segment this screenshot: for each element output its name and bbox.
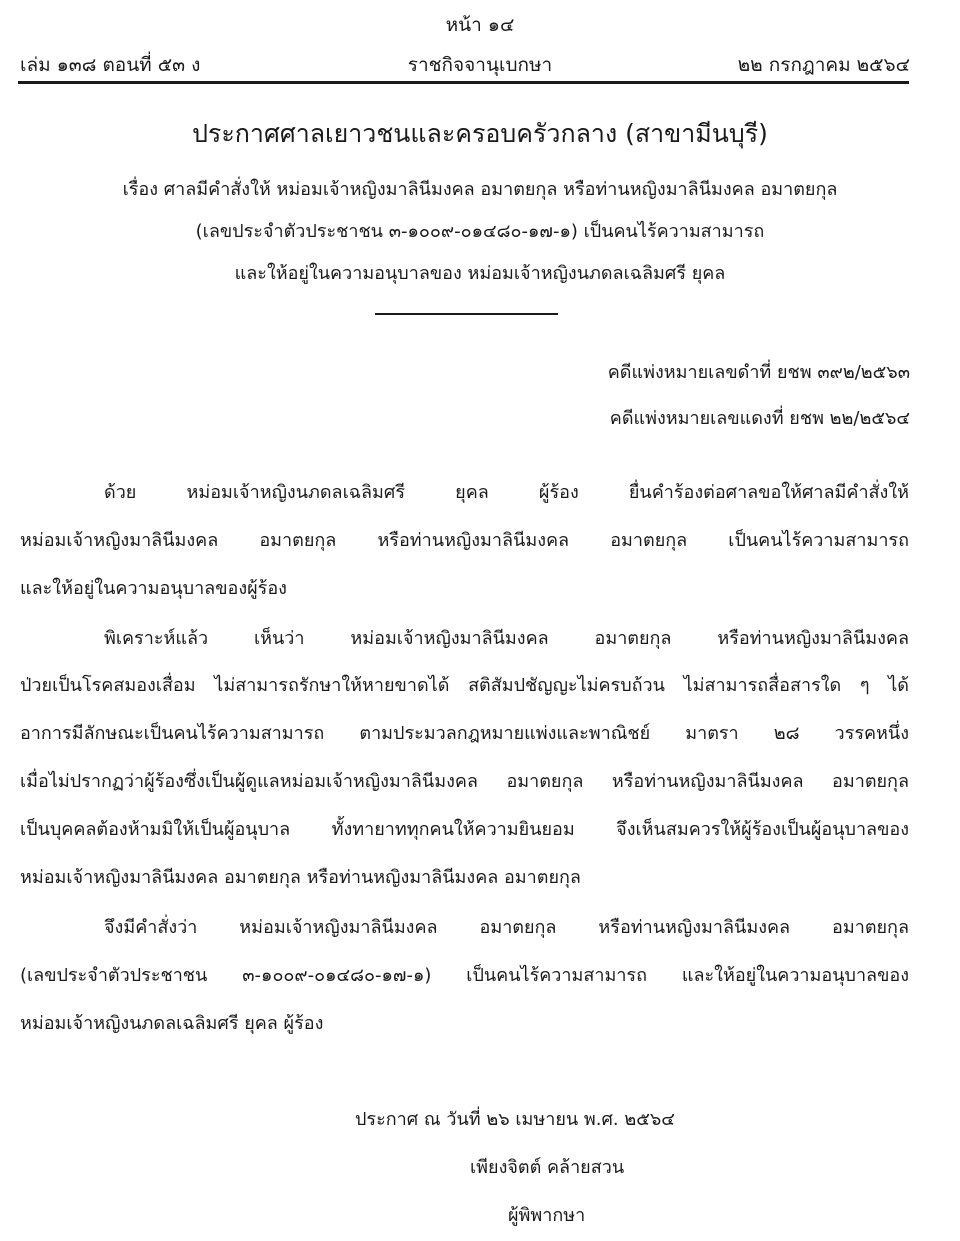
signer-name: เพียงจิตต์ คล้ายสวน [470,1157,625,1178]
paragraph-3-line-3: หม่อมเจ้าหญิงนภดลเฉลิมศรี ยุคล ผู้ร้อง [20,1013,324,1034]
paragraph-1-line-3: และให้อยู่ในความอนุบาลของผู้ร้อง [20,578,287,599]
signer-position: ผู้พิพากษา [508,1205,586,1226]
page-number: หน้า ๑๔ [445,14,515,36]
announcement-title: ประกาศศาลเยาวชนและครอบครัวกลาง (สาขามีนบุรี) [192,119,768,148]
paragraph-2-line-1: พิเคราะห์แล้ว เห็นว่า หม่อมเจ้าหญิงมาลินีมงคล อมาตยกุล หรือท่านหญิงมาลินีมงคล [104,628,909,649]
paragraph-2-line-4: เมื่อไม่ปรากฏว่าผู้ร้องซึ่งเป็นผู้ดูแลหม่อมเจ้าหญิงมาลินีมงคล อมาตยกุล หรือท่านหญิงมาลินีมงคล อมาตยกุล [20,771,909,792]
gazette-name: ราชกิจจานุเบกษา [407,54,553,76]
subject-line-3: และให้อยู่ในความอนุบาลของ หม่อมเจ้าหญิงนภดลเฉลิมศรี ยุคล [234,263,726,284]
paragraph-3-line-1: จึงมีคำสั่งว่า หม่อมเจ้าหญิงมาลินีมงคล อมาตยกุล หรือท่านหญิงมาลินีมงคล อมาตยกุล [104,917,909,938]
paragraph-1-line-1: ด้วย หม่อมเจ้าหญิงนภดลเฉลิมศรี ยุคล ผู้ร้อง ยื่นคำร้องต่อศาลขอให้ศาลมีคำสั่งให้ [104,482,909,503]
black-case-number: คดีแพ่งหมายเลขดำที่ ยชพ ๓๙๒/๒๕๖๓ [607,362,910,383]
paragraph-2-line-5: เป็นบุคคลต้องห้ามมิให้เป็นผู้อนุบาล ทั้งทายาททุกคนให้ความยินยอม จึงเห็นสมควรให้ผู้ร้องเป็นผู้อนุบาลของ [20,819,909,840]
gazette-date: ๒๒ กรกฎาคม ๒๕๖๔ [737,54,910,76]
paragraph-2-line-2: ป่วยเป็นโรคสมองเสื่อม ไม่สามารถรักษาให้หายขาดได้ สติสัมปชัญญะไม่ครบถ้วน ไม่สามารถสื่อสารใด ๆ ได้ [20,675,909,696]
red-case-number: คดีแพ่งหมายเลขแดงที่ ยชพ ๒๒/๒๕๖๔ [609,408,910,429]
paragraph-3-line-2: (เลขประจำตัวประชาชน ๓-๑๐๐๙-๐๑๔๘๐-๑๗-๑) เป็นคนไร้ความสามารถ และให้อยู่ในความอนุบาลของ [20,965,909,986]
subject-line-1: เรื่อง ศาลมีคำสั่งให้ หม่อมเจ้าหญิงมาลินีมงคล อมาตยกุล หรือท่านหญิงมาลินีมงคล อมาตยกุล [122,179,838,200]
title-separator [375,313,558,315]
announcement-date: ประกาศ ณ วันที่ ๒๖ เมษายน พ.ศ. ๒๕๖๔ [355,1109,675,1130]
volume-issue: เล่ม ๑๓๘ ตอนที่ ๕๓ ง [20,54,201,76]
header-rule [18,81,909,84]
paragraph-1-line-2: หม่อมเจ้าหญิงมาลินีมงคล อมาตยกุล หรือท่านหญิงมาลินีมงคล อมาตยกุล เป็นคนไร้ความสามารถ [20,530,909,551]
paragraph-2-line-3: อาการมีลักษณะเป็นคนไร้ความสามารถ ตามประมวลกฎหมายแพ่งและพาณิชย์ มาตรา ๒๘ วรรคหนึ่ง [20,723,909,744]
subject-line-2: (เลขประจำตัวประชาชน ๓-๑๐๐๙-๐๑๔๘๐-๑๗-๑) เป็นคนไร้ความสามารถ [195,221,765,242]
paragraph-2-line-6: หม่อมเจ้าหญิงมาลินีมงคล อมาตยกุล หรือท่านหญิงมาลินีมงคล อมาตยกุล [20,867,581,888]
